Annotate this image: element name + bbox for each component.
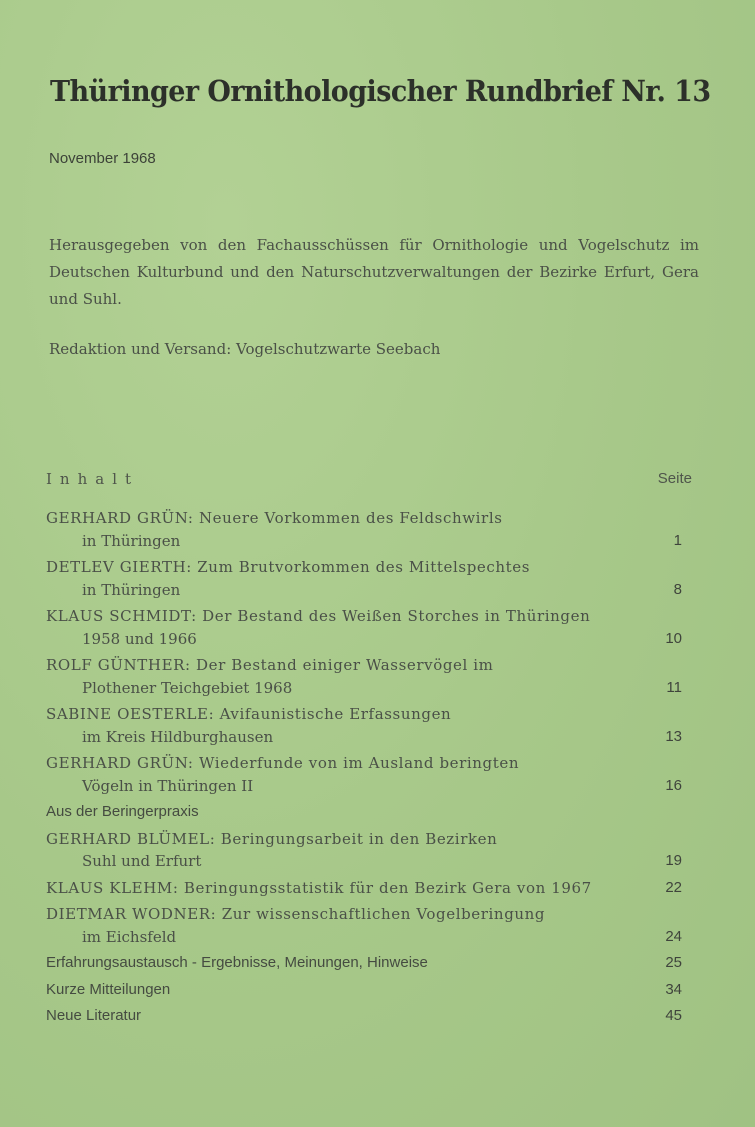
toc-entry-title: Neue Literatur bbox=[46, 1007, 142, 1024]
toc-entry bbox=[46, 979, 682, 1002]
publisher-statement: Herausgegeben von den Fachausschüssen für Ornithologie und Vogelschutz im Deutschen Kulturbund und den Naturschutzverwaltungen der Bezirke Erfurt, Gera und Suhl. bbox=[49, 236, 699, 308]
toc-entry-page: 25 bbox=[665, 954, 682, 971]
issue-date: November 1968 bbox=[49, 150, 156, 167]
toc-entry-title-continued: im Eichsfeld bbox=[82, 927, 177, 946]
toc-entry-title: DIETMAR WODNER: Zur wissenschaftlichen Vogelberingung bbox=[46, 905, 546, 923]
toc-entry-title: DETLEV GIERTH: Zum Brutvorkommen des Mittelspechtes bbox=[46, 558, 531, 576]
toc-entry-page: 13 bbox=[665, 727, 682, 745]
toc-entry bbox=[46, 1005, 682, 1028]
toc-entry-title: GERHARD BLÜMEL: Beringungsarbeit in den Bezirken bbox=[46, 829, 498, 848]
toc-entry-title-continued: in Thüringen bbox=[82, 580, 181, 599]
toc-entry-page: 24 bbox=[665, 927, 682, 945]
editorial-note: Redaktion und Versand: Vogelschutzwarte Seebach bbox=[49, 340, 441, 358]
toc-entry-title-continued: Plothener Teichgebiet 1968 bbox=[82, 678, 293, 697]
toc-entry-page: 16 bbox=[665, 776, 682, 794]
toc-entry bbox=[46, 654, 682, 699]
toc-entry-title: Erfahrungsaustausch - Ergebnisse, Meinungen, Hinweise bbox=[46, 954, 428, 971]
toc-entry-title-continued: 1958 und 1966 bbox=[82, 629, 197, 648]
toc-entry-title: ROLF GÜNTHER: Der Bestand einiger Wasservögel im bbox=[46, 656, 494, 674]
toc-entry bbox=[46, 877, 682, 900]
toc-entry bbox=[46, 828, 682, 873]
toc-entry-title: Kurze Mitteilungen bbox=[46, 980, 171, 998]
toc-entry bbox=[46, 703, 682, 748]
toc-entry bbox=[46, 507, 682, 552]
toc-entry-page: 45 bbox=[665, 1007, 682, 1024]
toc-entry-title: GERHARD GRÜN: Neuere Vorkommen des Feldschwirls bbox=[46, 509, 503, 527]
contents-heading: Inhalt bbox=[46, 470, 140, 488]
toc-entry-page: 8 bbox=[673, 580, 682, 598]
toc-entry-page: 11 bbox=[666, 678, 682, 696]
toc-entry bbox=[46, 605, 682, 650]
toc-entry bbox=[46, 903, 682, 948]
table-of-contents bbox=[46, 507, 682, 1032]
toc-entry-page: 19 bbox=[665, 852, 682, 869]
toc-entry-title: KLAUS KLEHM: Beringungsstatistik für den Bezirk Gera von 1967 bbox=[46, 878, 592, 897]
toc-entry-title: GERHARD GRÜN: Wiederfunde von im Ausland beringten bbox=[46, 754, 520, 772]
toc-section-heading bbox=[46, 801, 682, 824]
contents-header bbox=[46, 470, 692, 488]
toc-entry-page: 34 bbox=[665, 980, 682, 998]
toc-entry bbox=[46, 952, 682, 975]
toc-entry-page: 22 bbox=[665, 878, 682, 896]
toc-entry-title-continued: in Thüringen bbox=[82, 531, 181, 550]
toc-entry-title-continued: Suhl und Erfurt bbox=[82, 852, 202, 870]
toc-entry bbox=[46, 752, 682, 797]
toc-entry bbox=[46, 556, 682, 601]
toc-entry-page: 10 bbox=[665, 629, 682, 647]
toc-entry-page: 1 bbox=[673, 531, 682, 549]
page-column-heading: Seite bbox=[657, 470, 692, 487]
toc-section-title: Aus der Beringerpraxis bbox=[46, 803, 199, 820]
page-title: Thüringer Ornithologischer Rundbrief Nr. 13 bbox=[50, 74, 711, 108]
toc-entry-title-continued: Vögeln in Thüringen II bbox=[82, 776, 254, 795]
toc-entry-title: KLAUS SCHMIDT: Der Bestand des Weißen Storches in Thüringen bbox=[46, 607, 591, 625]
toc-entry-title-continued: im Kreis Hildburghausen bbox=[82, 727, 274, 746]
toc-entry-title: SABINE OESTERLE: Avifaunistische Erfassungen bbox=[46, 705, 452, 723]
